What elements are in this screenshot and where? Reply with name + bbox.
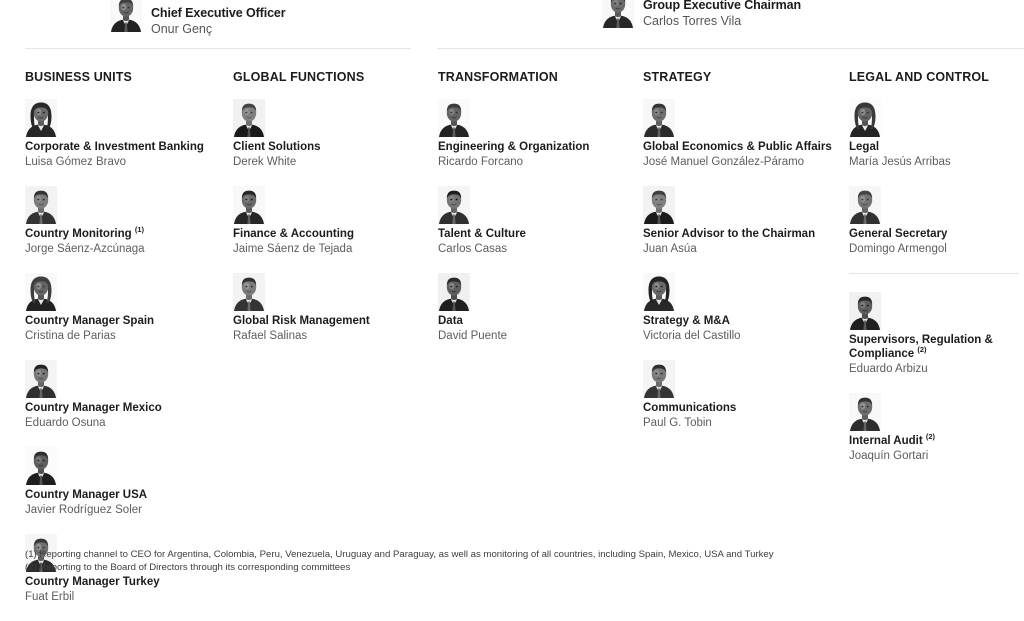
person-role-text: Country Manager Turkey bbox=[25, 576, 160, 588]
person-role bbox=[233, 315, 431, 329]
person-role bbox=[643, 315, 843, 329]
person-entry[interactable] bbox=[849, 186, 1019, 256]
person-entry[interactable] bbox=[233, 273, 431, 343]
executive-bar bbox=[0, 0, 1024, 46]
person-role bbox=[233, 228, 431, 242]
person-name: Luisa Gómez Bravo bbox=[25, 156, 126, 168]
person-name: María Jesús Arribas bbox=[849, 156, 951, 168]
person-entry[interactable] bbox=[643, 273, 843, 343]
person-entry[interactable] bbox=[438, 273, 636, 343]
person-name: Jorge Sáenz-Azcúnaga bbox=[25, 243, 145, 255]
header-divider-left bbox=[25, 48, 411, 49]
person-role-text: Strategy & M&A bbox=[643, 315, 730, 327]
portrait-photo bbox=[25, 186, 57, 224]
person-role bbox=[643, 141, 843, 155]
column-header-transformation: TRANSFORMATION bbox=[438, 70, 558, 84]
person-name: Ricardo Forcano bbox=[438, 156, 524, 168]
person-role bbox=[438, 315, 636, 329]
person-role-text: Country Manager Spain bbox=[25, 315, 155, 327]
column-section-divider bbox=[849, 273, 1019, 274]
portrait-photo bbox=[643, 99, 675, 137]
org-column-transformation bbox=[438, 70, 636, 360]
person-name: Domingo Armengol bbox=[849, 243, 947, 255]
person-entry[interactable] bbox=[233, 99, 431, 169]
person-footnote-marker: (2) bbox=[925, 431, 936, 441]
person-role bbox=[643, 228, 843, 242]
person-footnote-marker: (1) bbox=[134, 225, 145, 235]
portrait-photo bbox=[849, 292, 881, 330]
portrait-onur-genc bbox=[110, 0, 142, 32]
person-entry[interactable] bbox=[25, 447, 225, 517]
person-role bbox=[849, 431, 1019, 449]
person-role-text: Country Monitoring bbox=[25, 228, 132, 240]
person-role bbox=[438, 141, 636, 155]
portrait-photo bbox=[438, 186, 470, 224]
column-header-legal-and-control: LEGAL AND CONTROL bbox=[849, 70, 990, 84]
person-role-text: Communications bbox=[643, 402, 737, 414]
person-name: Jaime Sáenz de Tejada bbox=[233, 243, 353, 255]
person-entry[interactable] bbox=[25, 273, 225, 343]
person-footnote-marker: (2) bbox=[917, 344, 927, 354]
person-role bbox=[233, 141, 431, 155]
person-role-text: Country Manager USA bbox=[25, 489, 148, 501]
person-role-text: General Secretary bbox=[849, 228, 948, 240]
person-role-text: Global Risk Management bbox=[233, 315, 370, 327]
person-name: Eduardo Arbizu bbox=[849, 362, 928, 375]
person-role-text: Senior Advisor to the Chairman bbox=[643, 228, 816, 240]
person-name: Carlos Casas bbox=[438, 243, 508, 255]
person-entry[interactable] bbox=[643, 186, 843, 256]
org-column-global-functions bbox=[233, 70, 431, 360]
person-name: Rafael Salinas bbox=[233, 330, 308, 342]
person-entry[interactable] bbox=[438, 186, 636, 256]
person-name: Paul G. Tobin bbox=[643, 417, 712, 429]
footnote-line: (1) Reporting channel to CEO for Argentina, Colombia, Peru, Venezuela, Uruguay and Paraguay, as well as monitoring of all countries, including Spain, Mexico, USA and Turkey bbox=[25, 549, 774, 560]
portrait-photo bbox=[643, 273, 675, 311]
person-role-text: Data bbox=[438, 315, 463, 327]
person-role bbox=[25, 402, 225, 416]
portrait-photo bbox=[438, 273, 470, 311]
person-role bbox=[438, 228, 636, 242]
portrait-photo bbox=[25, 99, 57, 137]
person-role-text: Engineering & Organization bbox=[438, 141, 590, 153]
portrait-photo bbox=[438, 99, 470, 137]
person-role bbox=[643, 402, 843, 416]
org-column-legal-and-control bbox=[849, 70, 1019, 480]
person-name: Cristina de Parias bbox=[25, 330, 116, 342]
person-entry[interactable] bbox=[643, 360, 843, 430]
portrait-photo bbox=[25, 273, 57, 311]
person-role bbox=[849, 334, 1019, 361]
portrait-carlos-torres-vila bbox=[602, 0, 634, 28]
person-name: Juan Asúa bbox=[643, 243, 697, 255]
executive-card-chairman bbox=[602, 0, 801, 32]
person-role-text: Global Economics & Public Affairs bbox=[643, 141, 832, 153]
portrait-photo bbox=[643, 186, 675, 224]
person-role-text: Talent & Culture bbox=[438, 228, 526, 240]
portrait-photo bbox=[849, 186, 881, 224]
footnotes bbox=[25, 549, 985, 574]
column-header-business-units: BUSINESS UNITS bbox=[25, 70, 132, 84]
person-name: Victoria del Castillo bbox=[643, 330, 741, 342]
person-role-text: Supervisors, Regulation & Compliance bbox=[849, 334, 993, 360]
header-divider-right bbox=[437, 48, 1024, 49]
person-role-text: Legal bbox=[849, 141, 880, 153]
person-role bbox=[25, 225, 225, 242]
person-entry[interactable] bbox=[25, 186, 225, 256]
executive-text-ceo bbox=[151, 0, 286, 37]
org-column-strategy bbox=[643, 70, 843, 447]
person-role bbox=[25, 315, 225, 329]
executive-name: Onur Genç bbox=[151, 22, 213, 36]
column-header-global-functions: GLOBAL FUNCTIONS bbox=[233, 70, 365, 84]
person-name: Eduardo Osuna bbox=[25, 417, 106, 429]
person-role bbox=[849, 228, 1019, 242]
portrait-photo bbox=[233, 273, 265, 311]
portrait-photo bbox=[849, 99, 881, 137]
person-role-text: Internal Audit bbox=[849, 434, 923, 447]
person-entry[interactable] bbox=[438, 99, 636, 169]
person-entry[interactable] bbox=[849, 99, 1019, 169]
person-entry[interactable] bbox=[25, 99, 225, 169]
person-name: Joaquín Gortari bbox=[849, 449, 929, 462]
person-role-text: Country Manager Mexico bbox=[25, 402, 162, 414]
portrait-photo bbox=[849, 393, 881, 431]
person-role bbox=[25, 489, 225, 503]
person-role bbox=[849, 141, 1019, 155]
person-entry[interactable] bbox=[233, 186, 431, 256]
executive-text-chairman bbox=[643, 0, 801, 29]
person-role-text: Client Solutions bbox=[233, 141, 321, 153]
person-entry[interactable] bbox=[643, 99, 843, 169]
person-role-text: Finance & Accounting bbox=[233, 228, 354, 240]
person-entry[interactable] bbox=[849, 292, 1019, 376]
person-name: David Puente bbox=[438, 330, 508, 342]
person-name: Derek White bbox=[233, 156, 297, 168]
executive-name: Carlos Torres Vila bbox=[643, 14, 742, 28]
person-name: Javier Rodríguez Soler bbox=[25, 504, 142, 516]
executive-role: Group Executive Chairman bbox=[643, 0, 802, 12]
org-column-business-units bbox=[25, 70, 225, 621]
executive-role: Chief Executive Officer bbox=[151, 6, 286, 20]
column-header-strategy: STRATEGY bbox=[643, 70, 712, 84]
person-name: Fuat Erbil bbox=[25, 591, 75, 603]
portrait-photo bbox=[25, 447, 57, 485]
executive-card-ceo bbox=[110, 0, 286, 37]
person-role bbox=[25, 576, 225, 590]
person-entry[interactable] bbox=[25, 360, 225, 430]
portrait-photo bbox=[643, 360, 675, 398]
person-entry[interactable] bbox=[849, 393, 1019, 463]
portrait-photo bbox=[233, 186, 265, 224]
person-role bbox=[25, 141, 225, 155]
person-name: José Manuel González-Páramo bbox=[643, 156, 805, 168]
portrait-photo bbox=[25, 360, 57, 398]
portrait-photo bbox=[233, 99, 265, 137]
footnote-line: (2) Reporting to the Board of Directors through its corresponding committees bbox=[25, 561, 351, 573]
person-role-text: Corporate & Investment Banking bbox=[25, 141, 204, 153]
